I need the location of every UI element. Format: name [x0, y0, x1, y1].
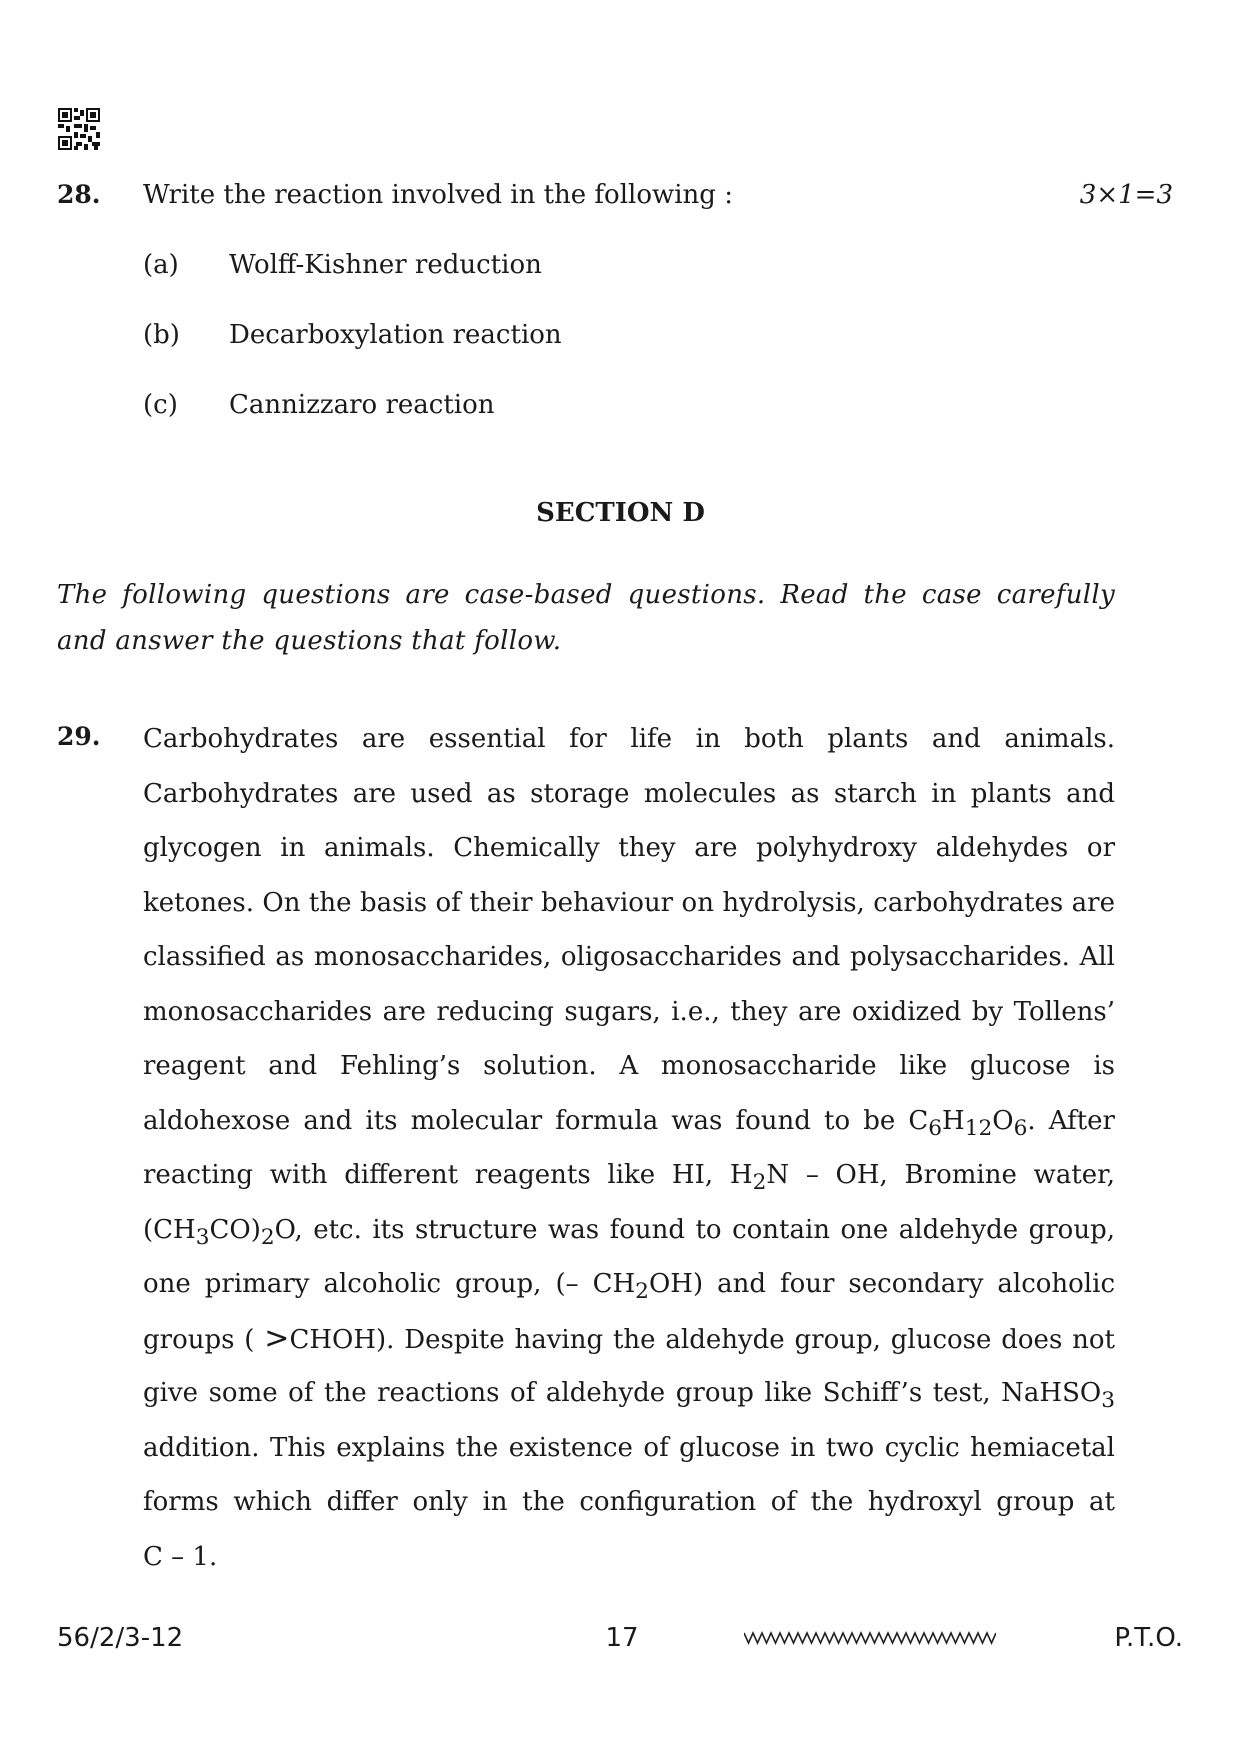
acetic-anhydride-formula: $(CH_3CO)_2O$: [143, 1214, 295, 1250]
sub-part-label: (a): [143, 250, 179, 280]
passage-line: monosaccharides are reducing sugars, i.e., they are oxidized by Tollens’: [143, 996, 1115, 1027]
passage-line: Carbohydrates are used as storage molecules as starch in plants and: [143, 778, 1115, 809]
passage-line: ketones. On the basis of their behaviour on hydrolysis, carbohydrates are: [143, 887, 1115, 918]
greater-than-symbol: >: [264, 1320, 290, 1356]
glucose-formula: $C_6H_{12}O_6$: [908, 1105, 1028, 1141]
passage-line: glycogen in animals. Chemically they are polyhydroxy aldehydes or: [143, 833, 1115, 863]
passage-line-formula: aldohexose and its molecular formula was found to be $C_6H_{12}O_6$. After: [143, 1105, 1115, 1141]
passage-line-schiff: give some of the reactions of aldehyde group like Schiff’s test, NaHSO$_3$: [143, 1378, 1115, 1414]
sub-part-label: (b): [143, 320, 180, 350]
question-number: 28.: [57, 180, 101, 209]
wavy-line-decoration: [744, 1630, 996, 1646]
passage-line: C – 1.: [143, 1541, 218, 1572]
case-passage: [143, 722, 1115, 1594]
pto-label: P.T.O.: [1114, 1623, 1183, 1653]
paper-code: 56/2/3-12: [57, 1623, 184, 1653]
passage-line-secondary-group: groups ( >CHOH). Despite having the aldehyde group, glucose does not: [143, 1320, 1115, 1356]
qr-code-icon: [58, 108, 100, 150]
passage-line: forms which differ only in the configuration of the hydroxyl group at: [143, 1487, 1115, 1517]
question-text: Write the reaction involved in the following :: [143, 180, 733, 210]
section-title: SECTION D: [536, 498, 705, 528]
hydroxylamine-formula: $H_2N$ – OH: [729, 1160, 880, 1196]
sub-part-label: (c): [143, 390, 178, 420]
question-number: 29.: [57, 722, 101, 751]
section-instructions: The following questions are case-based questions. Read the case carefully and answer the questions that follow.: [57, 580, 1115, 656]
sub-part-text: Decarboxylation reaction: [229, 320, 562, 350]
sub-part-text: Wolff-Kishner reduction: [229, 250, 542, 280]
passage-line: Carbohydrates are essential for life in both plants and animals.: [143, 724, 1115, 754]
marks-allocation: 3×1=3: [1079, 180, 1173, 210]
sub-part-text: Cannizzaro reaction: [229, 390, 495, 420]
page-number: 17: [605, 1623, 639, 1653]
passage-line-primary-group: one primary alcoholic group, (– $CH_2OH$) and four secondary alcoholic: [143, 1269, 1116, 1305]
passage-line-anhydride: $(CH_3CO)_2O$, etc. its structure was found to contain one aldehyde group,: [143, 1214, 1115, 1250]
passage-line-reagents: reacting with different reagents like HI, $H_2N$ – OH, Bromine water,: [143, 1160, 1115, 1196]
passage-line: classified as monosaccharides, oligosaccharides and polysaccharides. All: [143, 942, 1115, 972]
passage-line: reagent and Fehling’s solution. A monosaccharide like glucose is: [143, 1051, 1115, 1081]
passage-line: addition. This explains the existence of glucose in two cyclic hemiacetal: [143, 1432, 1115, 1463]
